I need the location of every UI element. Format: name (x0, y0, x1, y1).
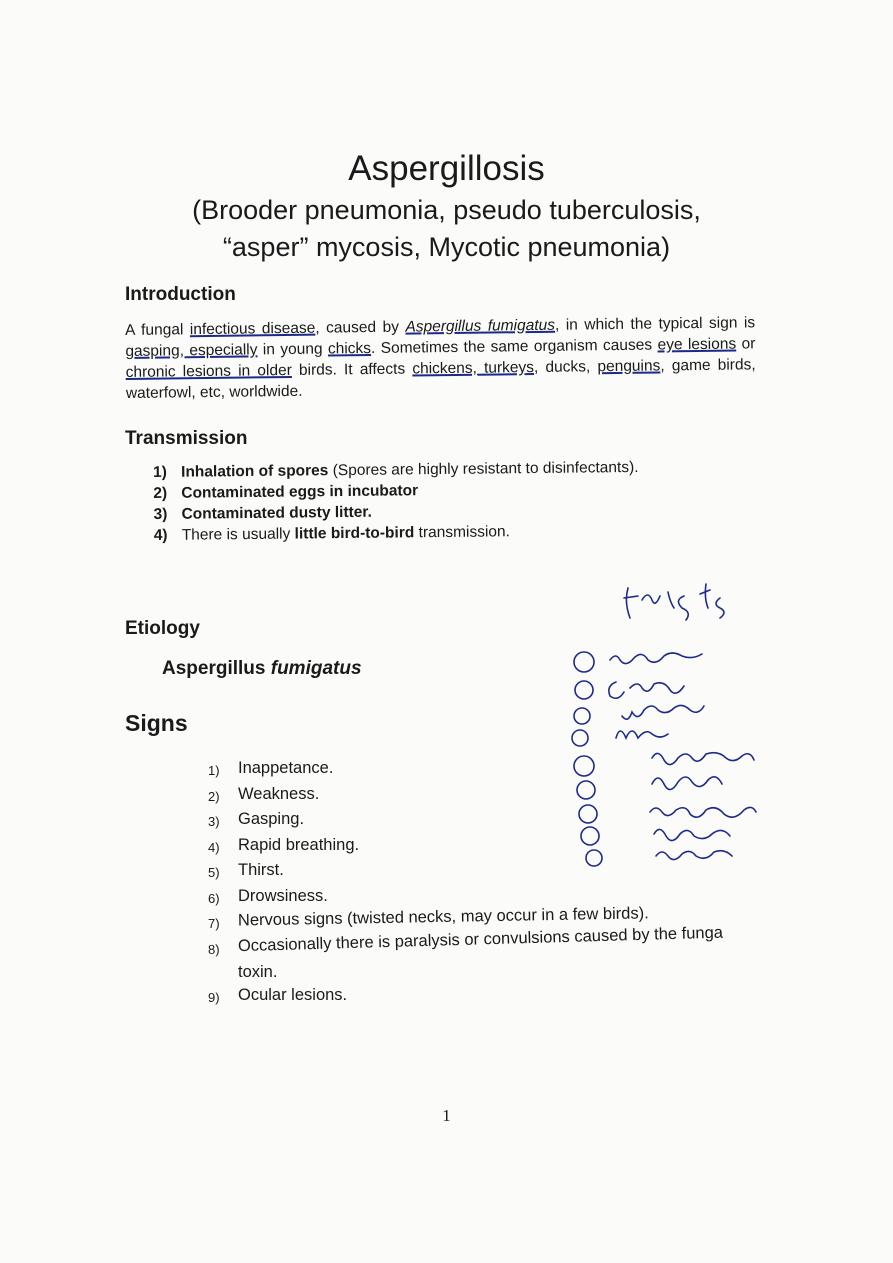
signs-heading: Signs (125, 710, 188, 736)
highlight-chickens-turkeys: chickens, turkeys (412, 359, 535, 378)
list-item: 6) Drowsiness. (208, 886, 328, 906)
list-item: 2) Contaminated eggs in incubator (153, 482, 419, 502)
highlight-chronic-lesions: chronic lesions in older (125, 361, 292, 381)
list-item: 1) Inhalation of spores (Spores are highly resistant to disinfectants). (153, 458, 639, 481)
introduction-paragraph: A fungal infectious disease, caused by Aspergillus fumigatus, in which the typical sign is gasping, especially in young chicks. Sometimes the same organism causes eye lesions or chronic lesions in older birds. It affects chickens, turkeys, ducks, penguins, game birds, waterfowl, etc, worldwide. (125, 314, 756, 402)
highlight-penguins: penguins (597, 357, 661, 376)
highlight-gasping: gasping, especially (125, 341, 258, 360)
list-item: 3) Gasping. (208, 810, 305, 829)
list-item: 4) Rapid breathing. (208, 835, 360, 855)
page-number: 1 (442, 1106, 451, 1125)
list-item: 4) There is usually little bird-to-bird transmission. (153, 523, 510, 544)
list-item: 9) Ocular lesions. (208, 985, 348, 1005)
list-item: 8) Occasionally there is paralysis or convulsions caused by the funga (207, 923, 724, 957)
etiology-heading: Etiology (125, 618, 200, 639)
introduction-heading: Introduction (125, 284, 236, 305)
subtitle-line-1: (Brooder pneumonia, pseudo tuberculosis, (192, 195, 701, 225)
transmission-heading: Transmission (125, 428, 248, 449)
subtitle-line-2: “asper” mycosis, Mycotic pneumonia) (222, 232, 671, 262)
list-item: 2) Weakness. (208, 784, 320, 804)
transmission-list (153, 457, 639, 546)
list-item: 3) Contaminated dusty litter. (153, 503, 372, 523)
etiology-organism: Aspergillus fumigatus (162, 658, 362, 679)
highlight-eye-lesions: eye lesions (657, 335, 737, 354)
highlight-infectious-disease: infectious disease (189, 319, 316, 339)
title-block (0, 148, 893, 264)
highlight-chicks: chicks (327, 339, 372, 358)
list-item: 7) Nervous signs (twisted necks, may occur in a few birds). (207, 904, 649, 931)
list-item: toxin. (238, 963, 278, 981)
list-item: 1) Inappetance. (208, 759, 334, 778)
handwritten-notes-scribble (560, 570, 800, 870)
organism-name: Aspergillus fumigatus (405, 316, 556, 336)
list-item: 5) Thirst. (208, 861, 284, 880)
page-title: Aspergillosis (348, 149, 545, 188)
